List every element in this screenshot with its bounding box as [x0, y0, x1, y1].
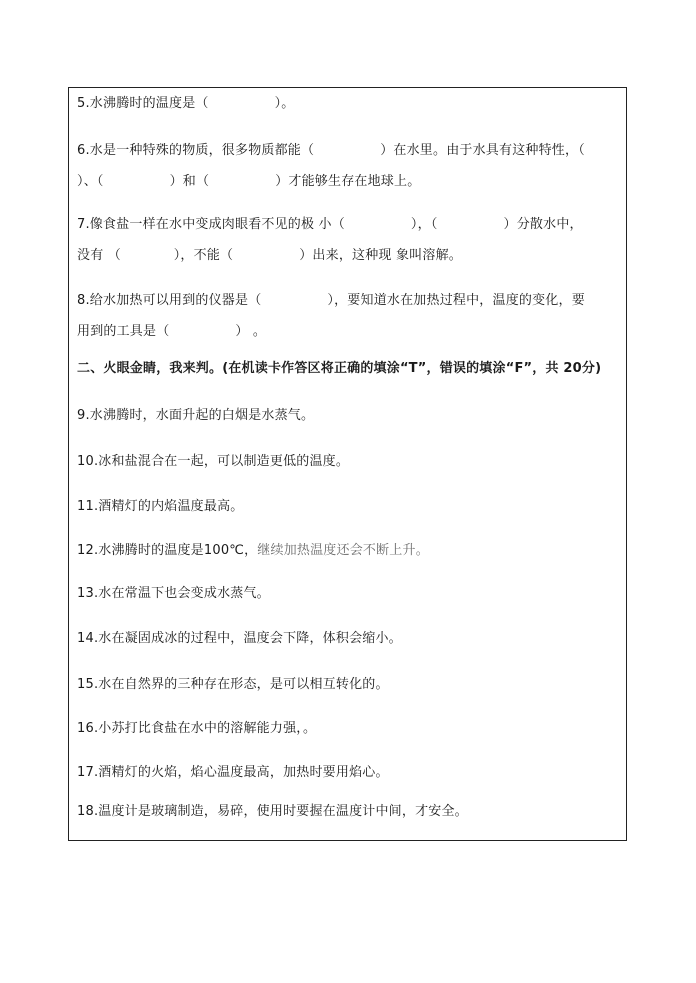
question-14: 14.水在凝固成冰的过程中，温度会下降，体积会缩小。 — [77, 631, 402, 646]
exam-sheet — [68, 87, 627, 841]
question-12-text: 12.水沸腾时的温度是100℃， — [77, 543, 258, 558]
question-5: 5.水沸腾时的温度是（ ）。 — [77, 96, 295, 111]
question-8-line-1: 8.给水加热可以用到的仪器是（ ），要知道水在加热过程中，温度的变化，要 — [77, 293, 585, 308]
section-two-heading: 二、火眼金睛，我来判。(在机读卡作答区将正确的填涂“T”，错误的填涂“F”，共 20分) — [77, 361, 602, 376]
question-12-text-grey: 继续加热温度还会不断上升。 — [257, 543, 429, 558]
question-11: 11.酒精灯的内焰温度最高。 — [77, 499, 244, 514]
question-6-line-2: ）、（ ）和（ ）才能够生存在地球上。 — [77, 174, 421, 189]
question-9: 9.水沸腾时，水面升起的白烟是水蒸气。 — [77, 408, 315, 423]
question-18: 18.温度计是玻璃制造，易碎，使用时要握在温度计中间，才安全。 — [77, 804, 468, 819]
question-6-line-1: 6.水是一种特殊的物质，很多物质都能（ ）在水里。由于水具有这种特性，（ — [77, 143, 585, 158]
question-10: 10.冰和盐混合在一起，可以制造更低的温度。 — [77, 454, 350, 469]
question-13: 13.水在常温下也会变成水蒸气。 — [77, 586, 270, 601]
question-7-line-2: 没有 （ ），不能（ ）出来，这种现 象叫溶解。 — [77, 248, 462, 263]
question-12 — [77, 543, 429, 559]
question-16: 16.小苏打比食盐在水中的溶解能力强，。 — [77, 721, 317, 736]
question-17: 17.酒精灯的火焰，焰心温度最高，加热时要用焰心。 — [77, 765, 389, 780]
question-7-line-1: 7.像食盐一样在水中变成肉眼看不见的极 小（ ），（ ）分散水中， — [77, 217, 583, 232]
question-8-line-2: 用到的工具是（ ） 。 — [77, 324, 267, 339]
question-15: 15.水在自然界的三种存在形态，是可以相互转化的。 — [77, 677, 389, 692]
